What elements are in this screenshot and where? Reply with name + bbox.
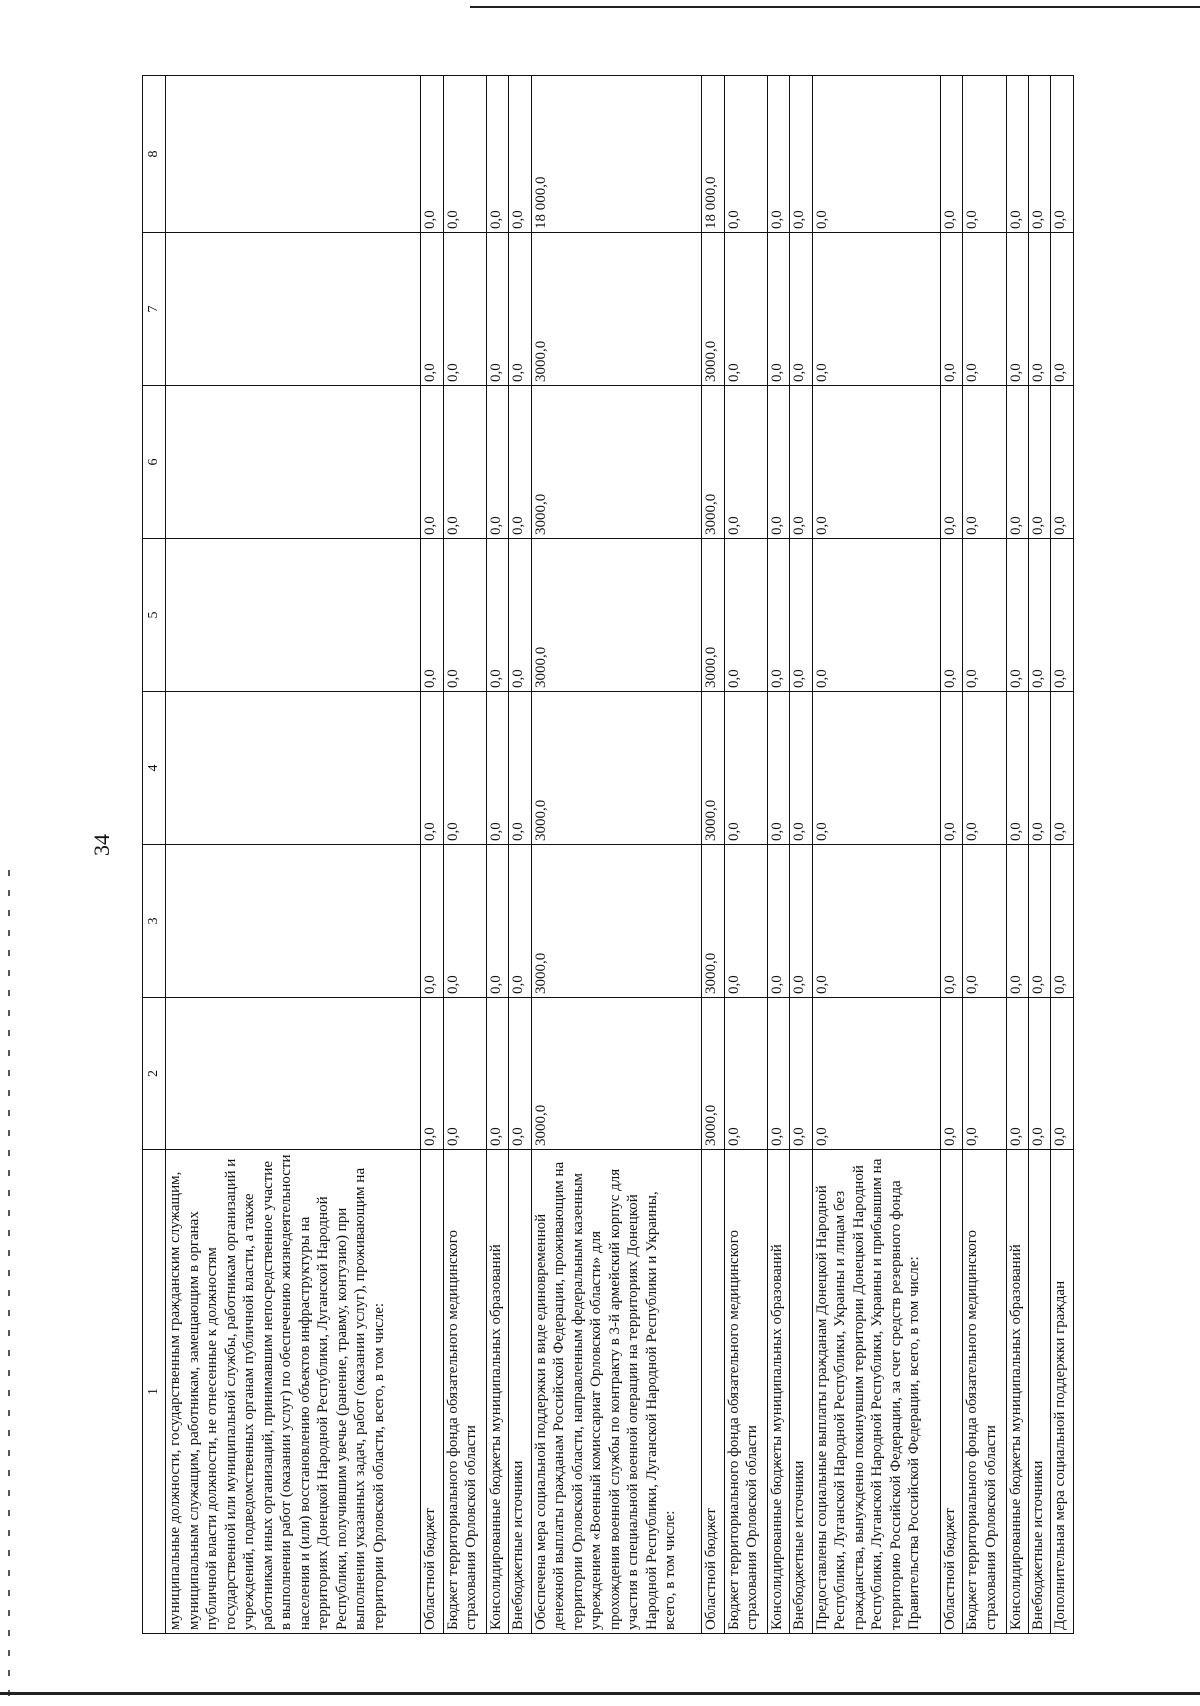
row-value: 0,0 (1006, 386, 1028, 539)
row-value: 0,0 (1006, 539, 1028, 692)
row-value: 0,0 (421, 692, 443, 845)
table-row (166, 76, 421, 1634)
row-value: 0,0 (1051, 692, 1074, 845)
row-value: 0,0 (421, 539, 443, 692)
row-value: 0,0 (443, 998, 487, 1150)
row-value: 0,0 (421, 386, 443, 539)
row-value: 0,0 (509, 233, 531, 386)
row-value: 0,0 (790, 539, 812, 692)
row-label: Дополнительная мера социальной поддержки граждан (1051, 1150, 1074, 1634)
row-label: Областной бюджет (941, 1150, 963, 1634)
row-value: 0,0 (941, 845, 963, 998)
row-value: 0,0 (768, 233, 790, 386)
row-value: 3000,0 (531, 998, 702, 1150)
row-value: 0,0 (768, 845, 790, 998)
row-value: 0,0 (487, 76, 509, 233)
table-row (531, 76, 702, 1634)
row-value: 0,0 (812, 233, 940, 386)
row-value: 0,0 (1051, 76, 1074, 233)
row-value: 0,0 (941, 76, 963, 233)
table-row (941, 76, 963, 1634)
row-value: 0,0 (443, 692, 487, 845)
row-value: 0,0 (1051, 233, 1074, 386)
col-header: 3 (143, 845, 166, 998)
table-row (421, 76, 443, 1634)
row-value: 0,0 (963, 76, 1007, 233)
row-value: 0,0 (941, 386, 963, 539)
row-value: 0,0 (941, 692, 963, 845)
col-header: 2 (143, 998, 166, 1150)
row-value: 0,0 (487, 233, 509, 386)
row-value: 0,0 (812, 386, 940, 539)
table-row (1029, 76, 1051, 1634)
row-value: 18 000,0 (531, 76, 702, 233)
table-row (963, 76, 1007, 1634)
row-value: 0,0 (509, 845, 531, 998)
row-value: 0,0 (509, 76, 531, 233)
row-value: 0,0 (1029, 233, 1051, 386)
row-value: 0,0 (421, 998, 443, 1150)
row-value: 0,0 (443, 76, 487, 233)
row-value: 0,0 (487, 692, 509, 845)
table-row (487, 76, 509, 1634)
row-label: Внебюджетные источники (1029, 1150, 1051, 1634)
col-header: 7 (143, 233, 166, 386)
row-value: 0,0 (1051, 386, 1074, 539)
row-value: 0,0 (768, 76, 790, 233)
page-number: 34 (89, 834, 114, 856)
row-label: Консолидированные бюджеты муниципальных образований (487, 1150, 509, 1634)
row-value: 0,0 (790, 692, 812, 845)
row-label: Внебюджетные источники (790, 1150, 812, 1634)
row-value: 0,0 (509, 998, 531, 1150)
row-label: Бюджет территориального фонда обязательного медицинского страхования Орловской области (724, 1150, 768, 1634)
row-value: 3000,0 (702, 386, 724, 539)
row-value: 3000,0 (702, 539, 724, 692)
row-value: 0,0 (421, 76, 443, 233)
row-label: муниципальные должности, государственным гражданским служащим, муниципальным служащим, работникам, замещающим в органах публичной власти должности, не отнесенные к должностям государственной или муниципальной службы, работникам организаций и учреждений, подведомственных органам публичной власти, а также работникам иных организаций, принимавшим непосредственное участие в выполнении работ (оказании услуг) по обеспечению жизнедеятельности населения и (или) восстановлению объектов инфраструктуры на территориях Донецкой Народной Республики, Луганской Народной Республики, получившим увечье (ранение, травму, контузию) при выполнении указанных задач, работ (оказании услуг), проживающим на территории Орловской области, всего, в том числе: (166, 1150, 421, 1634)
row-value: 0,0 (1006, 76, 1028, 233)
row-value: 0,0 (768, 539, 790, 692)
row-value: 0,0 (812, 539, 940, 692)
table-row (812, 76, 940, 1634)
table-row (724, 76, 768, 1634)
row-value: 0,0 (1051, 845, 1074, 998)
row-value: 0,0 (790, 998, 812, 1150)
table-row (1006, 76, 1028, 1634)
scan-edge-top (470, 6, 1200, 8)
row-value: 0,0 (1006, 233, 1028, 386)
col-header: 6 (143, 386, 166, 539)
row-label: Областной бюджет (702, 1150, 724, 1634)
row-value: 3000,0 (702, 692, 724, 845)
col-header: 1 (143, 1150, 166, 1634)
row-value: 0,0 (1029, 998, 1051, 1150)
row-value: 0,0 (941, 539, 963, 692)
row-value: 0,0 (812, 998, 940, 1150)
scan-edge-bottom (0, 1692, 1200, 1695)
table-row (1051, 76, 1074, 1634)
row-value: 0,0 (790, 845, 812, 998)
row-value: 0,0 (768, 692, 790, 845)
row-label: Консолидированные бюджеты муниципальных образований (1006, 1150, 1028, 1634)
table-body (166, 76, 1074, 1634)
row-value: 18 000,0 (702, 76, 724, 233)
row-value: 0,0 (724, 692, 768, 845)
row-label: Обеспечена мера социальной поддержки в виде единовременной денежной выплаты гражданам Российской Федерации, проживающим на территории Орловской области, направленным федеральным казенным учреждением «Военный комиссариат Орловской области» для прохождения военной службы по контракту в 3-й армейский корпус для участия в специальной военной операции на территориях Донецкой Народной Республики, Луганской Народной Республики и Украины, всего, в том числе: (531, 1150, 702, 1634)
budget-table (142, 75, 1074, 1634)
row-value: 0,0 (487, 539, 509, 692)
row-value: 0,0 (487, 998, 509, 1150)
row-value: 0,0 (443, 845, 487, 998)
row-value: 0,0 (443, 233, 487, 386)
row-value: 0,0 (724, 539, 768, 692)
row-value: 0,0 (941, 233, 963, 386)
row-value: 0,0 (443, 386, 487, 539)
row-value: 0,0 (1006, 845, 1028, 998)
row-value: 3000,0 (531, 692, 702, 845)
row-label: Предоставлены социальные выплаты гражданам Донецкой Народной Республики, Луганской Народной Республики, Украины и лицам без гражданства, вынужденно покинувшим территории Донецкой Народной Республики, Луганской Народной Республики, Украины и прибывшим на территорию Российской Федерации, за счет средств резервного фонда Правительства Российской Федерации, всего, в том числе: (812, 1150, 940, 1634)
row-value: 0,0 (724, 76, 768, 233)
table-row (443, 76, 487, 1634)
row-value: 0,0 (487, 845, 509, 998)
row-value: 0,0 (790, 386, 812, 539)
table-row (509, 76, 531, 1634)
col-header: 5 (143, 539, 166, 692)
row-label: Бюджет территориального фонда обязательного медицинского страхования Орловской области (443, 1150, 487, 1634)
row-value: 0,0 (1029, 386, 1051, 539)
row-value: 0,0 (790, 76, 812, 233)
row-value: 0,0 (963, 998, 1007, 1150)
row-value: 0,0 (443, 539, 487, 692)
table-row (702, 76, 724, 1634)
row-value: 3000,0 (531, 539, 702, 692)
row-label: Внебюджетные источники (509, 1150, 531, 1634)
row-value: 0,0 (421, 845, 443, 998)
row-value: 0,0 (509, 539, 531, 692)
table-row (790, 76, 812, 1634)
row-value: 0,0 (1006, 692, 1028, 845)
row-value: 0,0 (724, 998, 768, 1150)
row-value: 0,0 (1006, 998, 1028, 1150)
scan-edge-left (8, 870, 10, 1706)
row-value: 3000,0 (531, 845, 702, 998)
row-value: 0,0 (724, 845, 768, 998)
row-value (166, 998, 421, 1150)
row-value: 0,0 (1029, 845, 1051, 998)
row-label: Консолидированные бюджеты муниципальных образований (768, 1150, 790, 1634)
row-value: 0,0 (812, 692, 940, 845)
rotated-table-wrapper (142, 76, 1074, 1634)
row-value: 3000,0 (702, 233, 724, 386)
row-value: 0,0 (487, 386, 509, 539)
row-value: 3000,0 (702, 845, 724, 998)
row-value (166, 539, 421, 692)
row-value: 0,0 (724, 233, 768, 386)
row-value: 3000,0 (531, 233, 702, 386)
row-value (166, 233, 421, 386)
row-value: 0,0 (812, 76, 940, 233)
row-value: 0,0 (1051, 998, 1074, 1150)
row-value: 3000,0 (531, 386, 702, 539)
row-label: Областной бюджет (421, 1150, 443, 1634)
row-value: 0,0 (963, 845, 1007, 998)
row-value: 0,0 (963, 539, 1007, 692)
row-value: 0,0 (1029, 692, 1051, 845)
row-value: 0,0 (963, 692, 1007, 845)
row-value: 0,0 (509, 386, 531, 539)
row-value: 0,0 (963, 233, 1007, 386)
row-value: 0,0 (724, 386, 768, 539)
col-header: 8 (143, 76, 166, 233)
row-value: 3000,0 (702, 998, 724, 1150)
row-value: 0,0 (941, 998, 963, 1150)
row-value: 0,0 (1051, 539, 1074, 692)
row-value: 0,0 (812, 845, 940, 998)
row-value: 0,0 (768, 998, 790, 1150)
col-header: 4 (143, 692, 166, 845)
row-value: 0,0 (790, 233, 812, 386)
table-row (768, 76, 790, 1634)
row-label: Бюджет территориального фонда обязательного медицинского страхования Орловской области (963, 1150, 1007, 1634)
row-value (166, 845, 421, 998)
row-value: 0,0 (1029, 76, 1051, 233)
header-row (143, 76, 166, 1634)
row-value: 0,0 (1029, 539, 1051, 692)
row-value: 0,0 (963, 386, 1007, 539)
row-value (166, 76, 421, 233)
row-value: 0,0 (421, 233, 443, 386)
row-value: 0,0 (768, 386, 790, 539)
row-value: 0,0 (509, 692, 531, 845)
row-value (166, 692, 421, 845)
row-value (166, 386, 421, 539)
